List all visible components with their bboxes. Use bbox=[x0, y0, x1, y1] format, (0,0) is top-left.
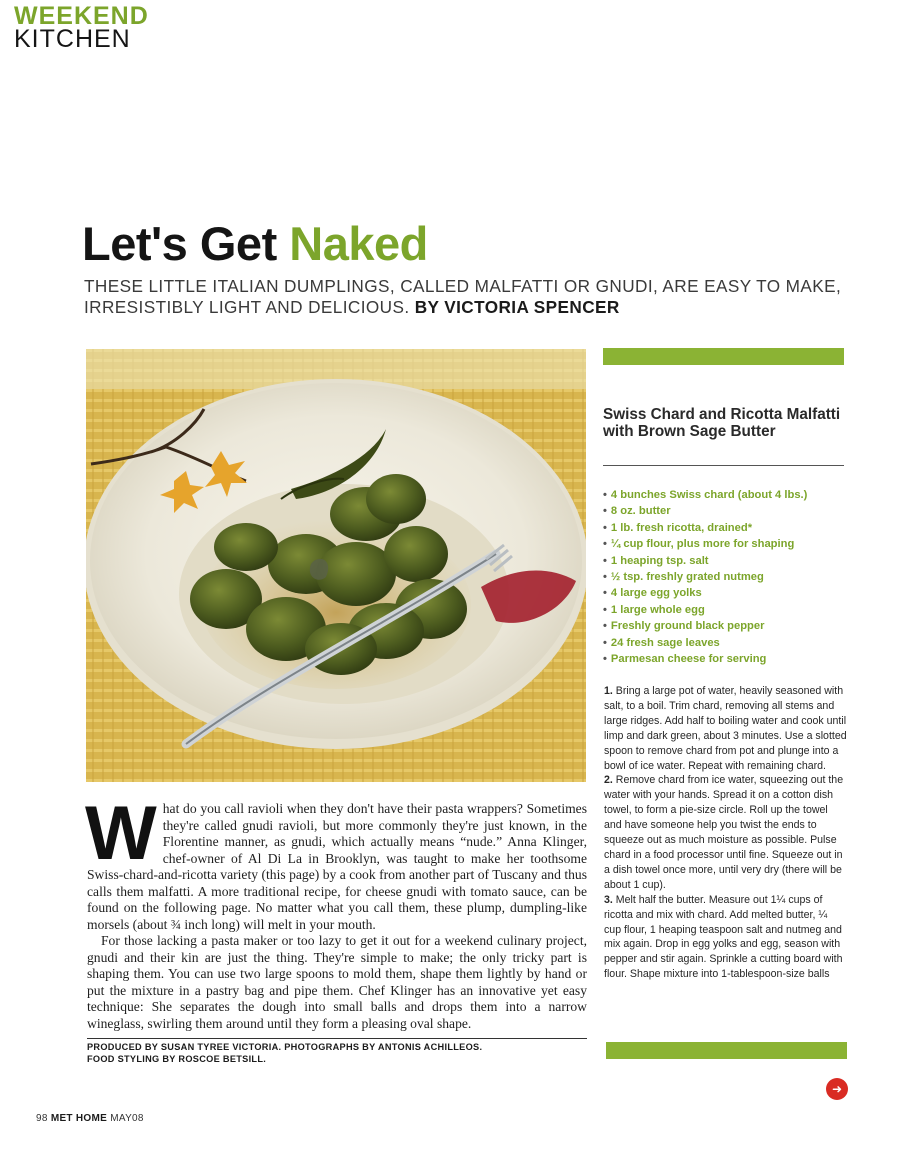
ingredient-item: • 24 fresh sage leaves bbox=[603, 635, 848, 651]
section-label-weekend: WEEKEND bbox=[14, 2, 149, 30]
section-label-kitchen: KITCHEN bbox=[14, 25, 131, 53]
credits-divider bbox=[87, 1038, 587, 1039]
step-text: Melt half the butter. Measure out 1¼ cups of ricotta and mix with chard. Add melted butter, ¼ cup flour, 1 heaping teaspoon salt and nutmeg and mix again. Drop in egg yolks and egg, season with pepper and stir again. Sprinkle a cutting board with flour. Shape mixture into 1-tablespoon-size balls bbox=[604, 893, 843, 981]
ingredient-item: • ½ tsp. freshly grated nutmeg bbox=[603, 569, 848, 585]
page-number: 98 bbox=[36, 1113, 48, 1124]
article-body bbox=[85, 791, 587, 1032]
ingredient-item: • 4 bunches Swiss chard (about 4 lbs.) bbox=[603, 487, 848, 503]
ingredient-item: • ¼ cup flour, plus more for shaping bbox=[603, 536, 848, 552]
ingredient-item: • 1 large whole egg bbox=[603, 602, 848, 618]
deck bbox=[84, 276, 854, 318]
ingredient-item: • Parmesan cheese for serving bbox=[603, 651, 848, 667]
malfatti-photo bbox=[86, 349, 586, 782]
recipe-step bbox=[604, 684, 847, 773]
step-number: 2. bbox=[604, 774, 613, 787]
recipe-title: Swiss Chard and Ricotta Malfatti with Brown Sage Butter bbox=[603, 406, 841, 440]
ingredient-list bbox=[603, 487, 848, 667]
credits-line-2: FOOD STYLING BY ROSCOE BETSILL. bbox=[87, 1053, 267, 1064]
recipe-steps bbox=[604, 684, 847, 982]
ingredient-item: • 8 oz. butter bbox=[603, 503, 848, 519]
folio bbox=[36, 1113, 144, 1124]
credits bbox=[87, 1042, 587, 1065]
ingredient-item: • 1 lb. fresh ricotta, drained* bbox=[603, 520, 848, 536]
deck-text: THESE LITTLE ITALIAN DUMPLINGS, CALLED MALFATTI OR GNUDI, ARE EASY TO MAKE, IRRESISTIBLY LIGHT AND DELICIOUS. bbox=[84, 276, 842, 317]
headline-main: Let's Get bbox=[82, 217, 277, 270]
step-text: Bring a large pot of water, heavily seasoned with salt, to a boil. Trim chard, removing all stems and large ridges. Add half to boiling water and cook until limp and dark green, about 3 minutes. Use a slotted spoon to remove chard from pot and plunge into a bowl of ice water. Repeat with remaining chard. bbox=[604, 685, 847, 772]
ingredient-item: • Freshly ground black pepper bbox=[603, 618, 848, 634]
arrow-right-icon: ➜ bbox=[826, 1078, 848, 1100]
byline: BY VICTORIA SPENCER bbox=[414, 297, 620, 317]
magazine-name: MET HOME bbox=[50, 1113, 108, 1124]
recipe-title-divider bbox=[603, 465, 844, 466]
step-number: 1. bbox=[604, 685, 613, 697]
ingredient-item: • 4 large egg yolks bbox=[603, 585, 848, 601]
ingredient-item: • 1 heaping tsp. salt bbox=[603, 553, 848, 569]
drop-cap: W bbox=[85, 791, 157, 876]
body-paragraph-2: For those lacking a pasta maker or too lazy to get it out for a weekend culinary project, gnudi and their kin are just the thing. They're simple to make; the only tricky part is shaping them. You can use two large spoons to mold them, shape them lightly by hand or put the mixture in a pastry bag and pipe them. Chef Klinger has an innovative yet easy technique: She separates the dough into small balls and drops them into a narrow wineglass, swirling them around until they form a pleasing oval shape. bbox=[87, 933, 587, 1031]
body-paragraph-1: hat do you call ravioli when they don't have their pasta wrappers? Sometimes they're called gnudi ravioli, but more commonly they're just known, in the Florentine manner, as gnudi, which actually means “nude.” Anna Klinger, chef-owner of Al Di La in Brooklyn, was taught to make her toothsome Swiss-chard-and-ricotta variety (this page) by a cook from another part of Tuscany and thus calls them malfatti. A more traditional recipe, for cheese gnudi with tomato sauce, can be found on the following page. No matter what you call them, these plump, dumpling-like morsels (about ¾ inch long) will melt in your mouth. bbox=[87, 801, 587, 932]
headline bbox=[82, 214, 428, 274]
sidebar-bottom-bar bbox=[606, 1042, 847, 1059]
recipe-step bbox=[604, 773, 847, 892]
step-number: 3. bbox=[604, 893, 613, 906]
recipe-step bbox=[604, 893, 847, 982]
step-text: Remove chard from ice water, squeezing out the water with your hands. Spread it on a cotton dish towel, to form a pie-size circle. Roll up the towel and have someone help you twist the ends to squeeze out as much moisture as possible. Pulse chard in a food processor until fine. Squeeze out in a dish towel once more, until very dry (there will be about 1 cup). bbox=[604, 774, 844, 891]
headline-accent: Naked bbox=[289, 217, 428, 270]
credits-line-1: PRODUCED BY SUSAN TYREE VICTORIA. PHOTOGRAPHS BY ANTONIS ACHILLEOS. bbox=[87, 1042, 483, 1052]
issue-date: MAY08 bbox=[110, 1113, 144, 1124]
sidebar-top-bar bbox=[603, 348, 844, 365]
